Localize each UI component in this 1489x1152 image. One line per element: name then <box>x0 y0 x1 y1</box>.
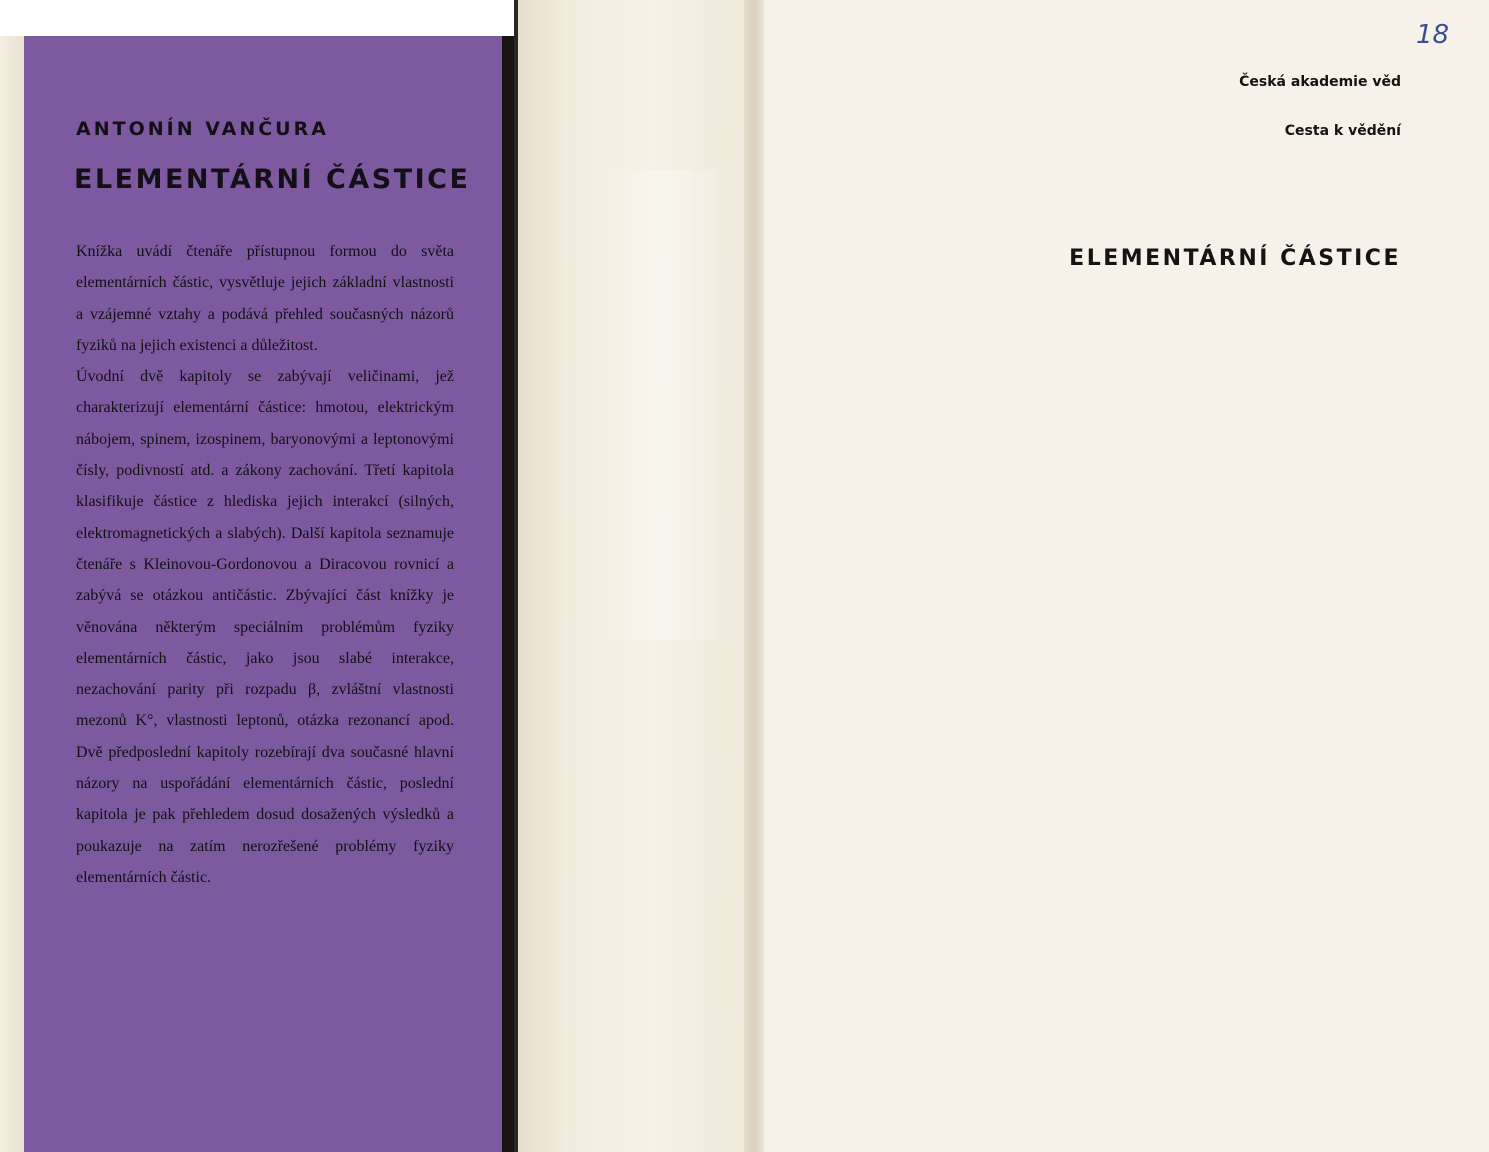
scan-background-top <box>0 0 514 36</box>
blurb-text <box>76 236 454 893</box>
blurb-paragraph-1: Knížka uvádí čtenáře přístupnou formou do světa elementárních částic, vysvětluje jejich základní vlastnosti a vzájemné vztahy a podává přehled současných názorů fyziků na jejich existenci a důležitost. <box>76 243 454 354</box>
blurb-paragraph-2: Úvodní dvě kapitoly se zabývají veličinami, jež charakterizují elementární částice: hmotou, elektrickým nábojem, spinem, izospinem, baryonovými a leptonovými čísly, podivností atd. a zákony zachování. Třetí kapitola klasifikuje částice z hlediska jejich interakcí (silných, elektromagnetických a slabých). Další kapitola seznamuje čtenáře s Kleinovou-Gordonovou a Diracovou rovnicí a zabývá se otázkou antičástic. Zbývající část knížky je věnována některým speciálním problémům fyziky elementárních částic, jako jsou slabé interakce, nezachování parity při rozpadu β, zvláštní vlastnosti mezonů K°, vlastnosti leptonů, otázka rezonancí apod. Dvě předposlední kapitoly rozebírají dva současné hlavní názory na uspořádání elementárních částic, poslední kapitola je pak přehledem dosud dosažených výsledků a poukazuje na zatím nerozřešené problémy fyziky elementárních částic. <box>76 368 454 886</box>
author-name: ANTONÍN VANČURA <box>76 118 329 140</box>
series-name: Cesta k vědění <box>1284 123 1401 139</box>
handwritten-page-number: 18 <box>1416 20 1450 50</box>
publisher-name: Česká akademie věd <box>1239 74 1401 90</box>
book-jacket-flap <box>24 36 514 1152</box>
blank-endpaper <box>518 0 764 1152</box>
cover-title: ELEMENTÁRNÍ ČÁSTICE <box>74 164 471 195</box>
left-paper-edge <box>0 36 24 1152</box>
book-gutter <box>744 0 764 1152</box>
show-through-mark <box>600 170 730 640</box>
title-page <box>764 0 1489 1152</box>
page-title: ELEMENTÁRNÍ ČÁSTICE <box>1069 246 1401 271</box>
